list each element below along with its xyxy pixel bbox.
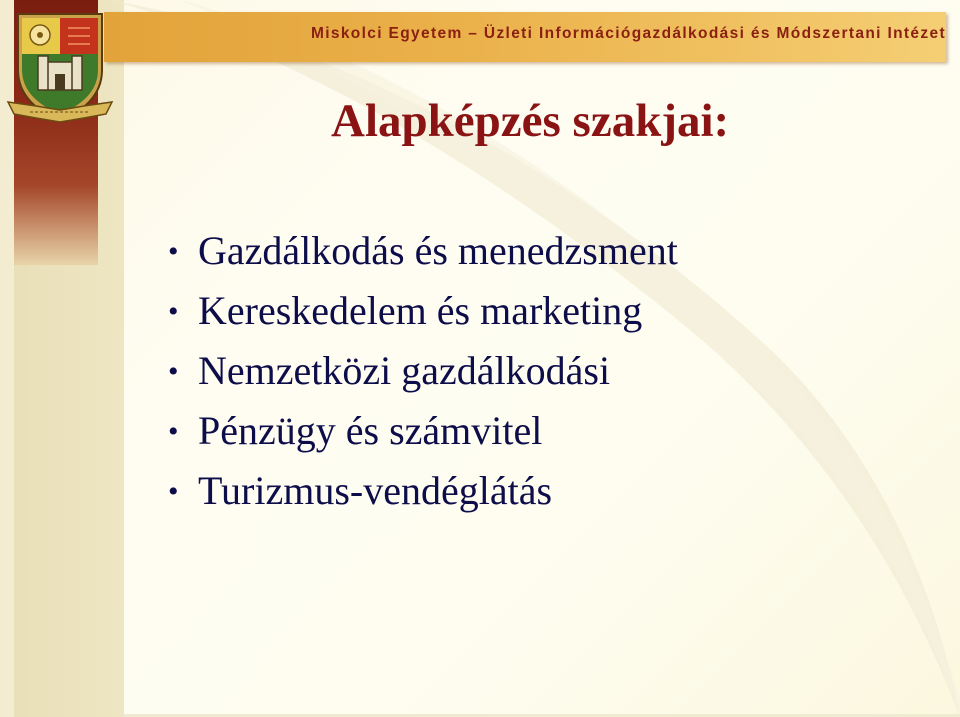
bullet-dot-icon: • [168, 415, 179, 448]
bullet-item-label: Gazdálkodás és menedzsment [198, 228, 678, 273]
bullet-dot-icon: • [168, 355, 179, 388]
bullet-item-label: Kereskedelem és marketing [198, 288, 643, 333]
bullet-item-label: Turizmus-vendéglátás [198, 468, 553, 513]
bullet-item [168, 222, 678, 282]
header-institute-name: Miskolci Egyetem – Üzleti Információgazdálkodási és Módszertani Intézet [310, 25, 946, 42]
slide-title: Alapképzés szakjai: [331, 95, 730, 147]
bullet-item [168, 402, 678, 462]
bullet-item [168, 462, 678, 522]
bullet-item-label: Pénzügy és számvitel [198, 408, 543, 453]
bullet-list [168, 222, 678, 522]
bullet-dot-icon: • [168, 295, 179, 328]
bullet-item [168, 342, 678, 402]
bullet-dot-icon: • [168, 235, 179, 268]
university-crest-icon [6, 8, 114, 126]
bullet-item-label: Nemzetközi gazdálkodási [198, 348, 611, 393]
bullet-item [168, 282, 678, 342]
bullet-dot-icon: • [168, 475, 179, 508]
